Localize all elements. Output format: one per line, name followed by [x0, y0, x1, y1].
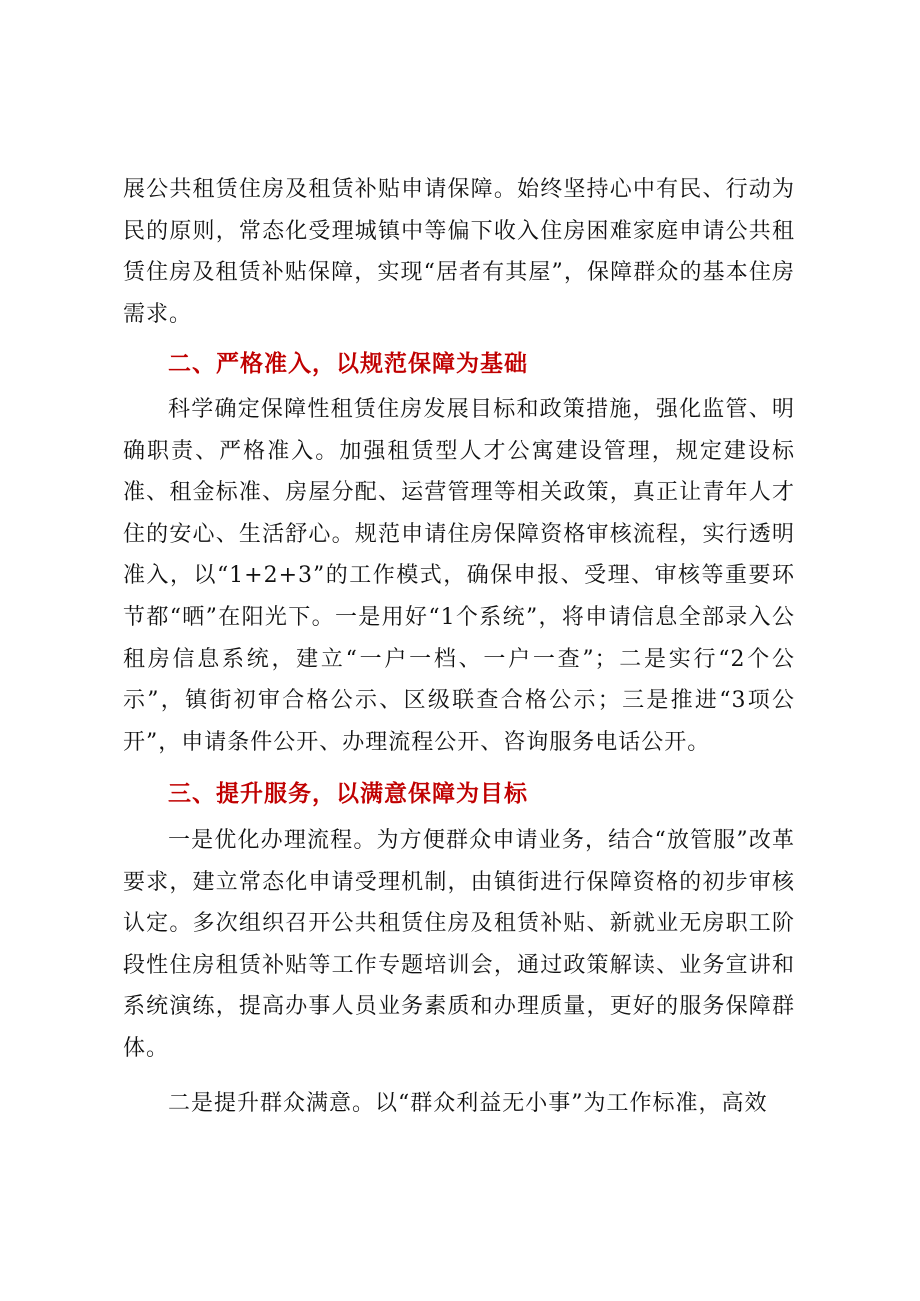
paragraph-optimize-process: 一是优化办理流程。为方便群众申请业务，结合“放管服”改革要求，建立常态化申请受理机制，由镇街进行保障资格的初步审核认定。多次组织召开公共租赁住房及租赁补贴、新就业无房职工阶段性住房租赁补贴等工作专题培训会，通过政策解读、业务宣讲和系统演练，提高办事人员业务素质和办理质量，更好的服务保障群体。	[123, 828, 795, 1061]
section-heading-strict-admission: 二、严格准入，以规范保障为基础	[168, 351, 528, 377]
section-heading-improve-service: 三、提升服务，以满意保障为目标	[168, 781, 528, 807]
paragraph-housing-rental-subsidy: 展公共租赁住房及租赁补贴申请保障。始终坚持心中有民、行动为民的原则，常态化受理城镇中等偏下收入住房困难家庭申请公共租赁住房及租赁补贴保障，实现“居者有其屋”，保障群众的基本住房需求。	[123, 177, 795, 327]
paragraph-improve-satisfaction: 二是提升群众满意。以“群众利益无小事”为工作标准，高效	[168, 1091, 768, 1116]
paragraph-strict-admission: 科学确定保障性租赁住房发展目标和政策措施，强化监管、明确职责、严格准入。加强租赁型人才公寓建设管理，规定建设标准、租金标准、房屋分配、运营管理等相关政策，真正让青年人才住的安心、生活舒心。规范申请住房保障资格审核流程，实行透明准入，以“1+2+3”的工作模式，确保申报、受理、审核等重要环节都“晒”在阳光下。一是用好“1个系统”，将申请信息全部录入公租房信息系统，建立“一户一档、一户一查”；二是实行“2个公示”，镇街初审合格公示、区级联查合格公示；三是推进“3项公开”，申请条件公开、办理流程公开、咨询服务电话公开。	[123, 397, 795, 755]
